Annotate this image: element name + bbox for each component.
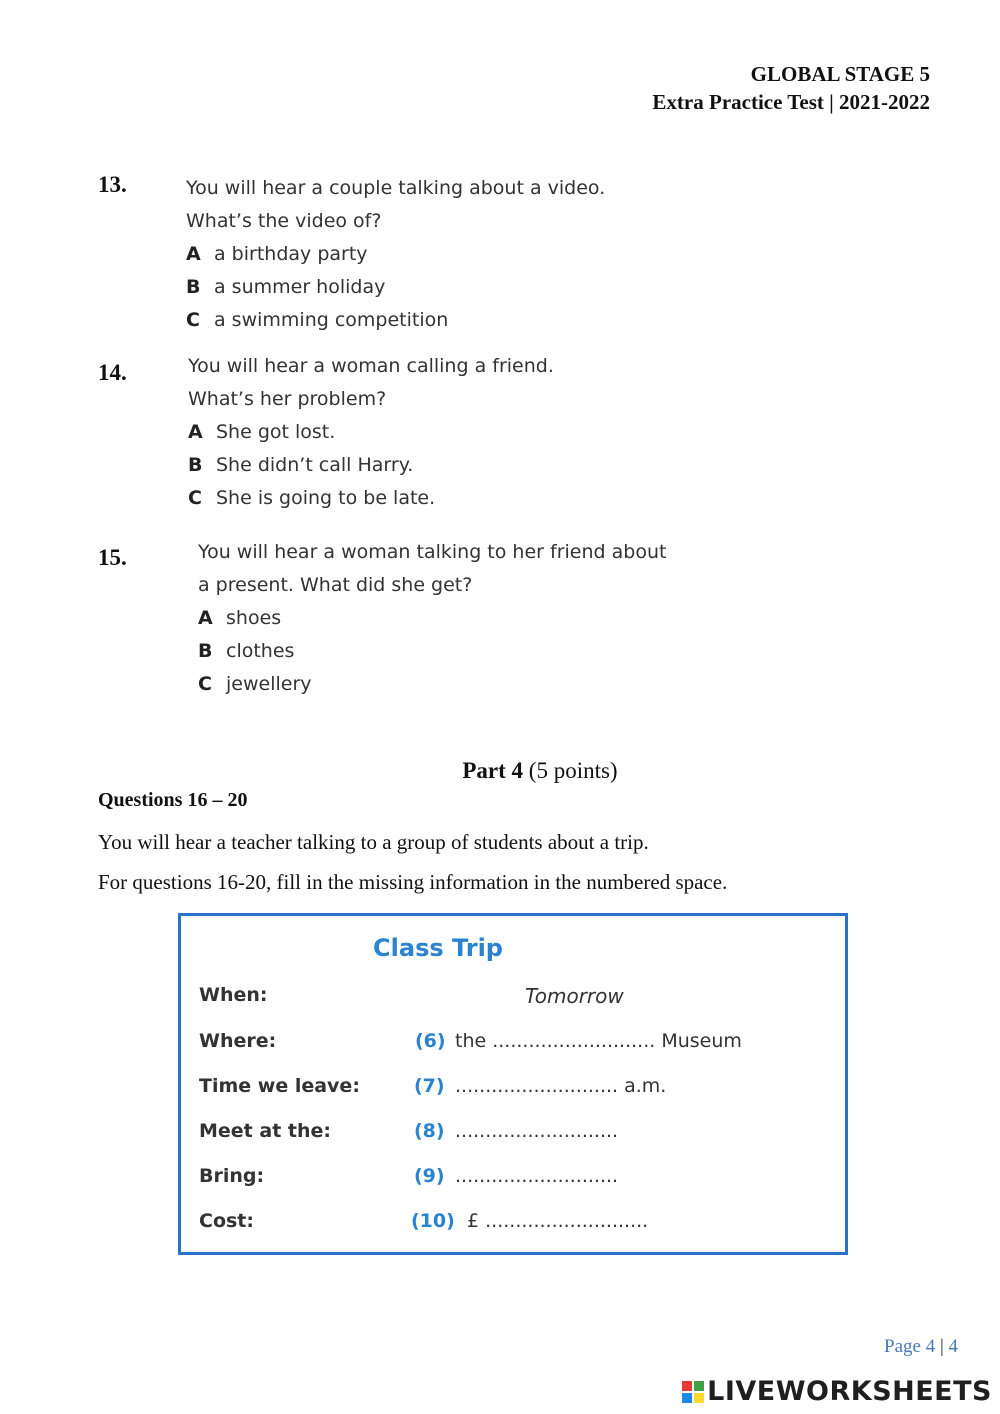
option-letter: A xyxy=(186,243,201,265)
header-subtitle: Extra Practice Test | 2021-2022 xyxy=(652,90,930,114)
page-label: Page xyxy=(884,1336,921,1357)
option-letter: A xyxy=(198,607,213,629)
question-prompt: What’s her problem? xyxy=(188,388,387,410)
page-total: 4 xyxy=(948,1336,958,1357)
answer-blank-10[interactable]: £ ........................... xyxy=(467,1210,649,1232)
answer-blank-9[interactable]: ........................... xyxy=(455,1165,619,1187)
question-body xyxy=(188,350,554,515)
trip-value: Tomorrow xyxy=(525,984,624,1008)
trip-row-time xyxy=(199,1075,839,1105)
option-text: She didn’t call Harry. xyxy=(216,454,414,476)
trip-question-number: (8) xyxy=(414,1120,445,1142)
answer-blank-6[interactable]: the ........................... Museum xyxy=(455,1030,742,1052)
answer-option-b[interactable] xyxy=(198,635,666,668)
questions-range-heading: Questions 16 – 20 xyxy=(98,789,248,811)
answer-option-a[interactable] xyxy=(186,238,605,271)
trip-question-number: (7) xyxy=(414,1075,445,1097)
instruction-text: For questions 16-20, fill in the missing information in the numbered space. xyxy=(98,870,728,894)
page-current: 4 xyxy=(925,1336,936,1357)
trip-label: Time we leave: xyxy=(199,1075,360,1097)
part-points: (5 points) xyxy=(528,758,618,783)
option-text: She got lost. xyxy=(216,421,336,443)
trip-question-number: (6) xyxy=(415,1030,446,1052)
option-text: clothes xyxy=(226,640,295,662)
trip-row-meet xyxy=(199,1120,839,1150)
trip-label: Bring: xyxy=(199,1165,265,1187)
answer-option-c[interactable] xyxy=(188,482,554,515)
liveworksheets-logo-icon xyxy=(682,1381,704,1403)
question-prompt: You will hear a woman talking to her friend about xyxy=(198,541,667,563)
page-separator: | xyxy=(939,1336,944,1357)
option-letter: C xyxy=(186,309,200,331)
question-prompt: a present. What did she get? xyxy=(198,574,473,596)
trip-row-bring xyxy=(199,1165,839,1195)
option-letter: B xyxy=(188,454,203,476)
trip-row-cost xyxy=(199,1210,839,1240)
logo-square xyxy=(682,1393,692,1403)
header-title: GLOBAL STAGE 5 xyxy=(750,62,930,86)
document-header xyxy=(652,60,930,116)
class-trip-title: Class Trip xyxy=(373,934,503,962)
option-letter: B xyxy=(198,640,213,662)
option-text: shoes xyxy=(226,607,282,629)
option-letter: B xyxy=(186,276,201,298)
option-letter: C xyxy=(188,487,202,509)
trip-row-when xyxy=(199,984,839,1014)
answer-option-b[interactable] xyxy=(186,271,605,304)
question-number: 14. xyxy=(98,360,127,385)
part-title-label: Part 4 xyxy=(462,758,524,783)
question-body xyxy=(186,172,605,337)
logo-square xyxy=(694,1393,704,1403)
liveworksheets-brand[interactable] xyxy=(682,1376,992,1407)
logo-square xyxy=(694,1381,704,1391)
option-letter: A xyxy=(188,421,203,443)
answer-option-a[interactable] xyxy=(198,602,666,635)
trip-label: Where: xyxy=(199,1030,277,1052)
option-text: a birthday party xyxy=(214,243,368,265)
trip-label: When: xyxy=(199,984,268,1006)
trip-question-number: (9) xyxy=(414,1165,445,1187)
question-prompt: What’s the video of? xyxy=(186,210,382,232)
class-trip-box xyxy=(178,913,848,1255)
trip-label: Meet at the: xyxy=(199,1120,331,1142)
trip-row-where xyxy=(199,1030,839,1060)
option-text: a swimming competition xyxy=(214,309,449,331)
option-letter: C xyxy=(198,673,212,695)
question-number: 15. xyxy=(98,545,127,570)
instruction-text: You will hear a teacher talking to a group of students about a trip. xyxy=(98,830,649,854)
brand-name: LIVEWORKSHEETS xyxy=(707,1376,992,1407)
logo-square xyxy=(682,1381,692,1391)
option-text: She is going to be late. xyxy=(216,487,436,509)
answer-option-a[interactable] xyxy=(188,416,554,449)
page-number xyxy=(884,1336,958,1358)
trip-label: Cost: xyxy=(199,1210,254,1232)
option-text: a summer holiday xyxy=(214,276,386,298)
answer-blank-8[interactable]: ........................... xyxy=(455,1120,619,1142)
answer-option-b[interactable] xyxy=(188,449,554,482)
answer-blank-7[interactable]: ........................... a.m. xyxy=(455,1075,667,1097)
question-body xyxy=(198,536,666,701)
answer-option-c[interactable] xyxy=(198,668,666,701)
question-prompt: You will hear a couple talking about a video. xyxy=(186,177,606,199)
answer-option-c[interactable] xyxy=(186,304,605,337)
question-prompt: You will hear a woman calling a friend. xyxy=(188,355,554,377)
option-text: jewellery xyxy=(226,673,312,695)
part-4-title xyxy=(0,758,1000,784)
trip-question-number: (10) xyxy=(411,1210,455,1232)
question-number: 13. xyxy=(98,172,127,197)
